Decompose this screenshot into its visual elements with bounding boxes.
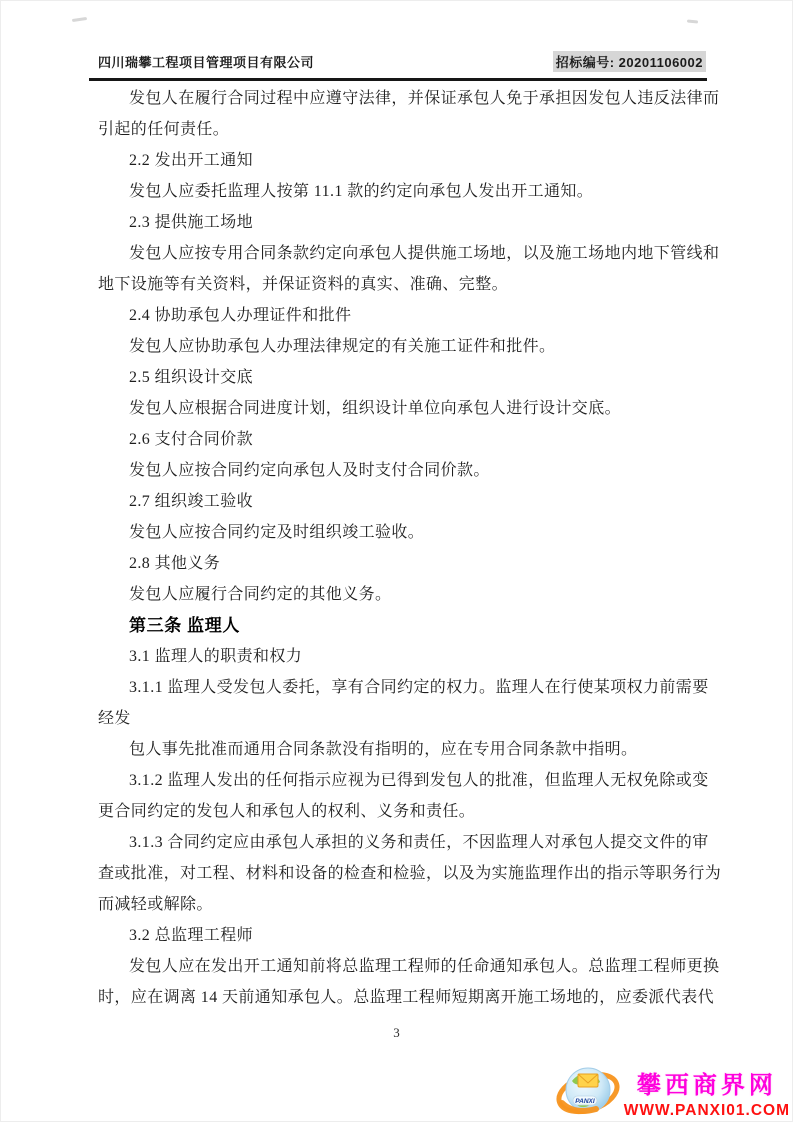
scan-artifact	[72, 17, 87, 22]
text-line: 发包人应在发出开工通知前将总监理工程师的任命通知承包人。总监理工程师更换	[129, 958, 720, 975]
text-line: 3.2 总监理工程师	[129, 927, 254, 944]
text-line: 3.1.3 合同约定应由承包人承担的义务和责任，不因监理人对承包人提交文件的审	[129, 834, 709, 851]
text-line: 地下设施等有关资料，并保证资料的真实、准确、完整。	[98, 276, 509, 293]
text-line: 发包人在履行合同过程中应遵守法律，并保证承包人免于承担因发包人违反法律而	[129, 90, 720, 107]
text-line: 3.1.1 监理人受发包人委托，享有合同约定的权力。监理人在行使某项权力前需要	[129, 679, 709, 696]
logo-panxi-text: PANXI	[575, 1098, 595, 1105]
document-body	[98, 83, 722, 1013]
text-line: 发包人应履行合同约定的其他义务。	[129, 586, 392, 603]
text-line: 引起的任何责任。	[98, 121, 230, 138]
text-line: 更合同约定的发包人和承包人的权利、义务和责任。	[98, 803, 476, 820]
text-line: 3.1 监理人的职责和权力	[129, 648, 303, 665]
text-line: 经发	[98, 710, 131, 727]
text-line: 2.2 发出开工通知	[129, 152, 254, 169]
text-line: 2.7 组织竣工验收	[129, 493, 254, 510]
text-line: 发包人应按合同约定及时组织竣工验收。	[129, 524, 425, 541]
text-line: 2.5 组织设计交底	[129, 369, 254, 386]
panxi-globe-logo-icon	[556, 1059, 620, 1121]
header-tender-number: 招标编号: 20201106002	[553, 51, 706, 72]
section-heading: 第三条 监理人	[129, 616, 240, 635]
text-line: 查或批准，对工程、材料和设备的检查和检验，以及为实施监理作出的指示等职务行为	[98, 865, 722, 882]
header-company-name: 四川瑞攀工程项目管理项目有限公司	[98, 55, 315, 70]
page-header	[98, 51, 706, 73]
watermark-text-block	[624, 1059, 790, 1120]
page-number: 3	[393, 1025, 400, 1040]
text-line: 发包人应委托监理人按第 11.1 款的约定向承包人发出开工通知。	[129, 183, 594, 200]
text-line: 2.6 支付合同价款	[129, 431, 254, 448]
text-line: 而减轻或解除。	[98, 896, 213, 913]
header-divider	[89, 78, 707, 81]
text-line: 发包人应协助承包人办理法律规定的有关施工证件和批件。	[129, 338, 556, 355]
text-line: 发包人应按专用合同条款约定向承包人提供施工场地，以及施工场地内地下管线和	[129, 245, 720, 262]
text-line: 2.4 协助承包人办理证件和批件	[129, 307, 352, 324]
text-line: 发包人应根据合同进度计划，组织设计单位向承包人进行设计交底。	[129, 400, 622, 417]
text-line: 时，应在调离 14 天前通知承包人。总监理工程师短期离开施工场地的，应委派代表代	[98, 989, 715, 1006]
watermark-site-name: 攀西商界网	[636, 1072, 777, 1099]
scan-artifact	[687, 19, 698, 23]
site-watermark-link[interactable]	[556, 1059, 790, 1121]
text-line: 2.3 提供施工场地	[129, 214, 254, 231]
text-line: 发包人应按合同约定向承包人及时支付合同价款。	[129, 462, 490, 479]
text-line: 包人事先批准而通用合同条款没有指明的，应在专用合同条款中指明。	[129, 741, 638, 758]
text-line: 3.1.2 监理人发出的任何指示应视为已得到发包人的批准，但监理人无权免除或变	[129, 772, 709, 789]
watermark-site-url: WWW.PANXI01.COM	[623, 1102, 790, 1119]
text-line: 2.8 其他义务	[129, 555, 221, 572]
